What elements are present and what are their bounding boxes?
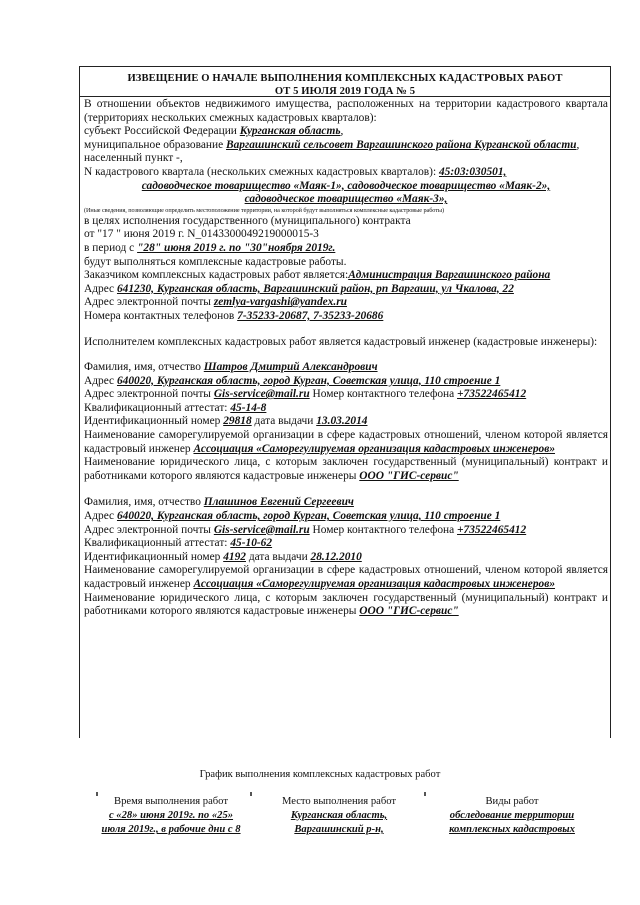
municipal-line: муниципальное образование Варгашинский сельсовет Варгашинского района Курганской области, xyxy=(84,138,580,151)
municipal-value: Варгашинский сельсовет Варгашинского района Курганской области xyxy=(226,138,577,151)
table-corner-mark xyxy=(424,792,426,796)
settlement-line: населенный пункт -, xyxy=(84,152,183,165)
engineer-id: Идентификационный номер 29818 дата выдачи 13.03.2014 xyxy=(84,415,368,428)
engineer-sro: Наименование саморегулируемой организации в сфере кадастровых отношений, членом которой является кадастровый инженер Ассоциация «Саморегулируемая организация кадастровых инженеров» xyxy=(84,429,608,455)
engineer-block xyxy=(84,361,608,483)
notice-title: ИЗВЕЩЕНИЕ О НАЧАЛЕ ВЫПОЛНЕНИЯ КОМПЛЕКСНЫХ КАДАСТРОВЫХ РАБОТ xyxy=(127,73,563,84)
customer-email: Адрес электронной почты zemlya-vargashi@yandex.ru xyxy=(84,296,348,309)
customer-phones: Номера контактных телефонов 7-35233-20687, 7-35233-20686 xyxy=(84,309,384,322)
engineer-address: Адрес 640020, Курганская область, город Курган, Советская улица, 110 строение 1 xyxy=(84,374,501,387)
notice-frame xyxy=(79,66,611,738)
notice-date-number: ОТ 5 ИЮЛЯ 2019 ГОДА № 5 xyxy=(274,86,416,97)
contract-date: от "17 " июня 2019 г. N_0143300049219000015-3 xyxy=(84,228,319,241)
schedule-column-time: Время выполнения работ с «28» июня 2019г. по «25» июля 2019г., в рабочие дни с 8 xyxy=(101,796,241,835)
engineer-org: Наименование юридического лица, с которым заключен государственный (муниципальный) контракт и работниками которого являются кадастровые инженеры ООО "ГИС-сервис" xyxy=(84,591,608,618)
customer-line: Заказчиком комплексных кадастровых работ является:Администрация Варгашинского района xyxy=(84,269,551,282)
engineer-email-link[interactable]: Gis-service@mail.ru xyxy=(213,388,310,401)
schedule-column-works: Виды работ обследование территории комплексных кадастровых xyxy=(449,796,575,835)
engineer-fio: Фамилия, имя, отчество Плашинов Евгений Сергеевич xyxy=(84,496,354,509)
customer-address: Адрес 641230, Курганская область, Варгашинский район, рп Варгаши, ул Чкалова, 22 xyxy=(84,282,514,295)
period-line: в период с "28" июня 2019 г. по "30"ноября 2019г. xyxy=(84,241,336,254)
engineer-org: Наименование юридического лица, с которым заключен государственный (муниципальный) контракт и работниками которого являются кадастровые инженеры ООО "ГИС-сервис" xyxy=(84,456,608,482)
engineer-cert: Квалификационный аттестат: 45-10-62 xyxy=(84,537,273,550)
customer-name: Администрация Варгашинского района xyxy=(348,269,551,282)
notice-header xyxy=(80,67,610,97)
quarter-extra-1: садоводческое товарищество «Маяк-1», садоводческое товарищество «Маяк-2», xyxy=(141,179,551,192)
location-note: (Иные сведения, позволяющие определить местоположение территории, на которой будут выполняться комплексные кадастровые работы) xyxy=(84,206,445,214)
quarter-number: 45:03:030501, xyxy=(438,165,507,178)
engineer-id: Идентификационный номер 4192 дата выдачи 28.12.2010 xyxy=(84,550,362,563)
engineer-block xyxy=(84,496,608,618)
intro-text: В отношении объектов недвижимого имущества, расположенных на территории кадастрового квартала (территориях нескольких смежных кадастровых кварталов): xyxy=(84,98,608,124)
engineer-fio: Фамилия, имя, отчество Шатров Дмитрий Александрович xyxy=(84,361,378,374)
engineer-contacts: Адрес электронной почты Gis-service@mail.ru Номер контактного телефона +73522465412 xyxy=(84,523,527,536)
quarter-line: N кадастрового квартала (нескольких смежных кадастровых кварталов): 45:03:030501, xyxy=(84,165,507,178)
engineer-address: Адрес 640020, Курганская область, город Курган, Советская улица, 110 строение 1 xyxy=(84,510,501,523)
subject-value: Курганская область xyxy=(239,125,341,138)
table-corner-mark xyxy=(250,792,252,796)
subject-line: субъект Российской Федерации Курганская область, xyxy=(84,125,344,138)
period-value: "28" июня 2019 г. по "30"ноября 2019г. xyxy=(137,241,336,254)
engineer-contacts: Адрес электронной почты Gis-service@mail.ru Номер контактного телефона +73522465412 xyxy=(84,388,527,401)
engineer-sro: Наименование саморегулируемой организации в сфере кадастровых отношений, членом которой является кадастровый инженер Ассоциация «Саморегулируемая организация кадастровых инженеров» xyxy=(84,564,608,590)
executor-intro: Исполнителем комплексных кадастровых работ является кадастровый инженер (кадастровые инженеры): xyxy=(84,335,598,348)
works-line: будут выполняться комплексные кадастровые работы. xyxy=(84,255,347,268)
engineer-cert: Квалификационный аттестат: 45-14-8 xyxy=(84,401,267,414)
customer-email-link[interactable]: zemlya-vargashi@yandex.ru xyxy=(213,296,348,309)
contract-line: в целях исполнения государственного (муниципального) контракта xyxy=(84,214,411,227)
schedule-column-place: Место выполнения работ Курганская область, Варгашинский р-н, xyxy=(281,796,397,835)
schedule-title: График выполнения комплексных кадастровых работ xyxy=(199,769,441,780)
quarter-extra-2: садоводческое товарищество «Маяк-3», xyxy=(244,193,448,206)
engineer-email-link[interactable]: Gis-service@mail.ru xyxy=(213,523,310,536)
notice-body xyxy=(80,97,610,619)
